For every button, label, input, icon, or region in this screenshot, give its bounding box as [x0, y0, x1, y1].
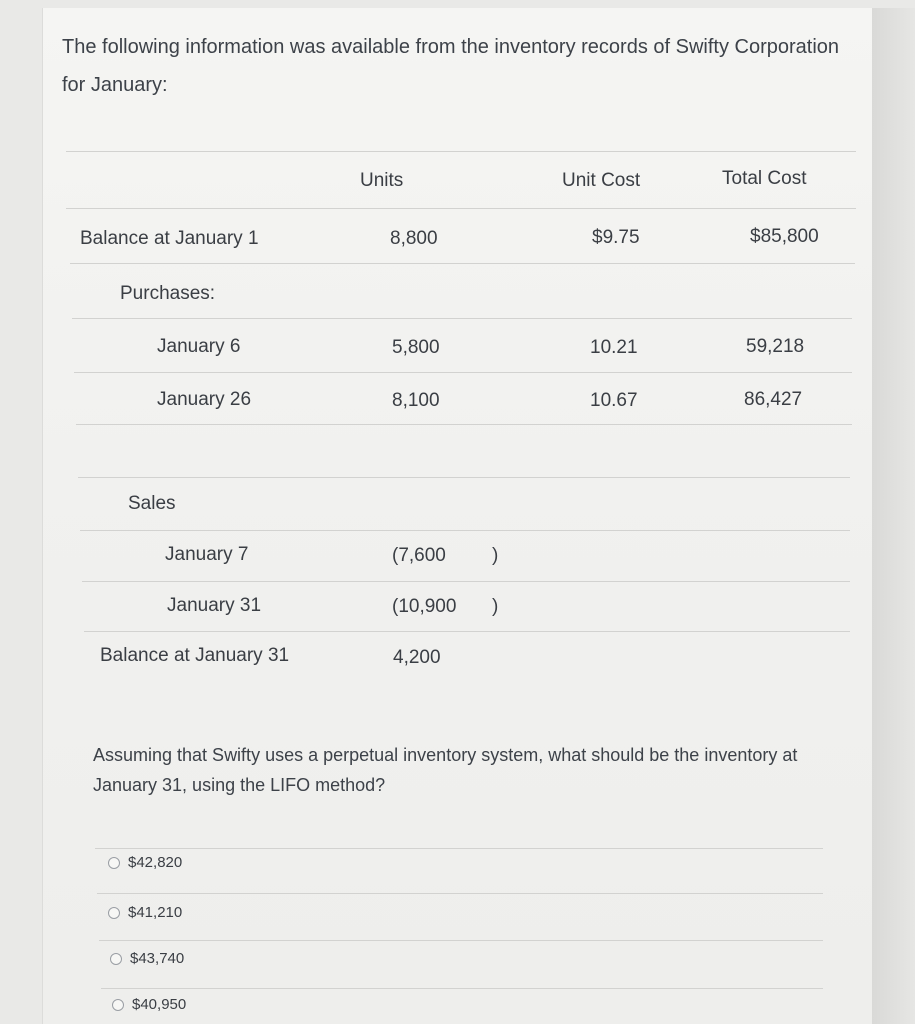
radio-button-icon[interactable]: [108, 857, 120, 869]
row-rule: [80, 530, 850, 531]
options-top-rule: [95, 848, 823, 849]
sale-jan7-close-paren: ): [492, 545, 499, 566]
balance-jan1-units: 8,800: [390, 228, 438, 249]
sale-jan31-units: (10,900: [392, 596, 457, 617]
answer-option-label: $40,950: [132, 996, 187, 1013]
purchase-jan26-units: 8,100: [392, 390, 440, 411]
intro-text: The following information was available from the inventory records of Swifty Corporation for January:: [62, 36, 840, 96]
row-rule: [74, 372, 852, 373]
question-text: Assuming that Swifty uses a perpetual inventory system, what should be the inventory at January 31, using the LIFO method?: [93, 745, 798, 795]
radio-button-icon[interactable]: [108, 907, 120, 919]
sale-jan31-label: January 31: [167, 595, 262, 616]
purchase-jan26-total-cost: 86,427: [744, 389, 803, 410]
units-header: Units: [360, 170, 404, 191]
purchase-jan6-label: January 6: [157, 336, 241, 357]
header-rule: [66, 208, 856, 209]
background-edge: [872, 8, 915, 1024]
total-cost-header: Total Cost: [722, 168, 807, 189]
sale-jan7-units: (7,600: [392, 545, 446, 566]
purchase-jan6-units: 5,800: [392, 337, 440, 358]
purchase-jan26-label: January 26: [157, 389, 252, 410]
balance-jan31-label: Balance at January 31: [100, 645, 290, 666]
unit-cost-header: Unit Cost: [562, 170, 641, 191]
radio-button-icon[interactable]: [112, 999, 124, 1011]
table-top-rule: [66, 151, 856, 152]
row-rule: [70, 263, 855, 264]
purchase-jan26-unit-cost: 10.67: [590, 390, 638, 411]
answer-option-label: $42,820: [128, 854, 183, 871]
sale-jan31-close-paren: ): [492, 596, 499, 617]
balance-jan31-units: 4,200: [393, 647, 441, 668]
question-card: [42, 8, 875, 1024]
purchase-jan6-total-cost: 59,218: [746, 336, 805, 357]
purchase-jan6-unit-cost: 10.21: [590, 337, 638, 358]
answer-option-label: $43,740: [130, 950, 185, 967]
row-rule: [84, 631, 850, 632]
radio-button-icon[interactable]: [110, 953, 122, 965]
sale-jan7-label: January 7: [165, 544, 249, 565]
balance-jan1-total-cost: $85,800: [750, 226, 819, 247]
option-rule: [101, 988, 823, 989]
row-rule: [76, 424, 852, 425]
row-rule: [78, 477, 850, 478]
balance-jan1-label: Balance at January 1: [80, 228, 259, 249]
option-rule: [97, 893, 823, 894]
row-rule: [72, 318, 852, 319]
answer-option-2[interactable]: [108, 904, 182, 921]
row-rule: [82, 581, 850, 582]
answer-option-1[interactable]: [108, 854, 182, 871]
answer-option-label: $41,210: [128, 904, 183, 921]
answer-option-4[interactable]: [112, 996, 186, 1013]
sales-label: Sales: [128, 493, 176, 514]
purchases-label: Purchases:: [120, 283, 216, 304]
balance-jan1-unit-cost: $9.75: [592, 227, 640, 248]
option-rule: [99, 940, 823, 941]
answer-option-3[interactable]: [110, 950, 184, 967]
